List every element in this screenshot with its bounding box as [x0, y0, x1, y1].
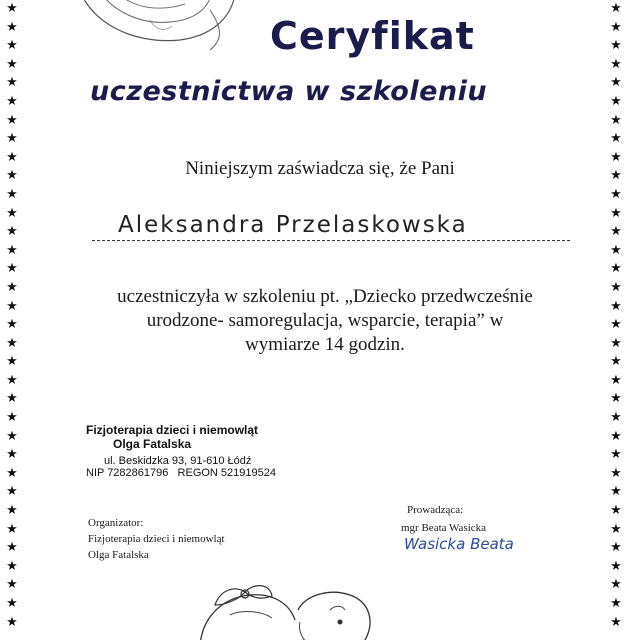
course-description: [80, 285, 570, 357]
organizer-line-1: Fizjoterapia dzieci i niemowląt: [88, 533, 225, 545]
stamp-line-1: Fizjoterapia dzieci i niemowląt: [86, 423, 259, 437]
stamp-line-4: NIP 7282861796 REGON 521919524: [86, 467, 276, 479]
stamp-line-2: Olga Fatalska: [113, 437, 192, 451]
leader-name: mgr Beata Wasicka: [401, 522, 487, 534]
leader-signature: Wasicka Beata: [404, 535, 514, 553]
certificate-title: Ceryfikat: [270, 14, 475, 58]
company-stamp: [80, 423, 280, 479]
star-border-left: ★ ★ ★ ★ ★ ★ ★ ★ ★ ★ ★ ★ ★ ★ ★ ★ ★ ★ ★ ★ ★ ★ ★ ★ ★ ★ ★ ★ ★ ★ ★ ★ ★ ★: [6, 1, 18, 630]
baby-illustration-bottom: [180, 560, 380, 640]
star-border-right: ★ ★ ★ ★ ★ ★ ★ ★ ★ ★ ★ ★ ★ ★ ★ ★ ★ ★ ★ ★ ★ ★ ★ ★ ★ ★ ★ ★ ★ ★ ★ ★ ★ ★: [610, 1, 622, 630]
intro-text: Niniejszym zaświadcza się, że Pani: [185, 158, 455, 179]
organizer-line-2: Olga Fatalska: [88, 549, 149, 561]
name-underline: [92, 240, 570, 241]
organizer-block: [88, 515, 288, 563]
leader-block: [401, 503, 575, 536]
baby-illustration-top: [60, 0, 260, 60]
certificate-subtitle: uczestnictwa w szkoleniu: [90, 76, 488, 107]
course-line-3: wymiarze 14 godzin.: [245, 334, 405, 355]
course-line-1: uczestniczyła w szkoleniu pt. „Dziecko przedwcześnie: [117, 286, 533, 307]
course-line-2: urodzone- samoregulacja, wsparcie, terapia” w: [146, 310, 504, 331]
participant-name: Aleksandra Przelaskowska: [118, 212, 468, 238]
stamp-line-3: ul. Beskidzka 93, 91-610 Łódź: [104, 455, 252, 467]
organizer-label: Organizator:: [88, 517, 144, 529]
leader-label: Prowadząca:: [407, 504, 464, 516]
